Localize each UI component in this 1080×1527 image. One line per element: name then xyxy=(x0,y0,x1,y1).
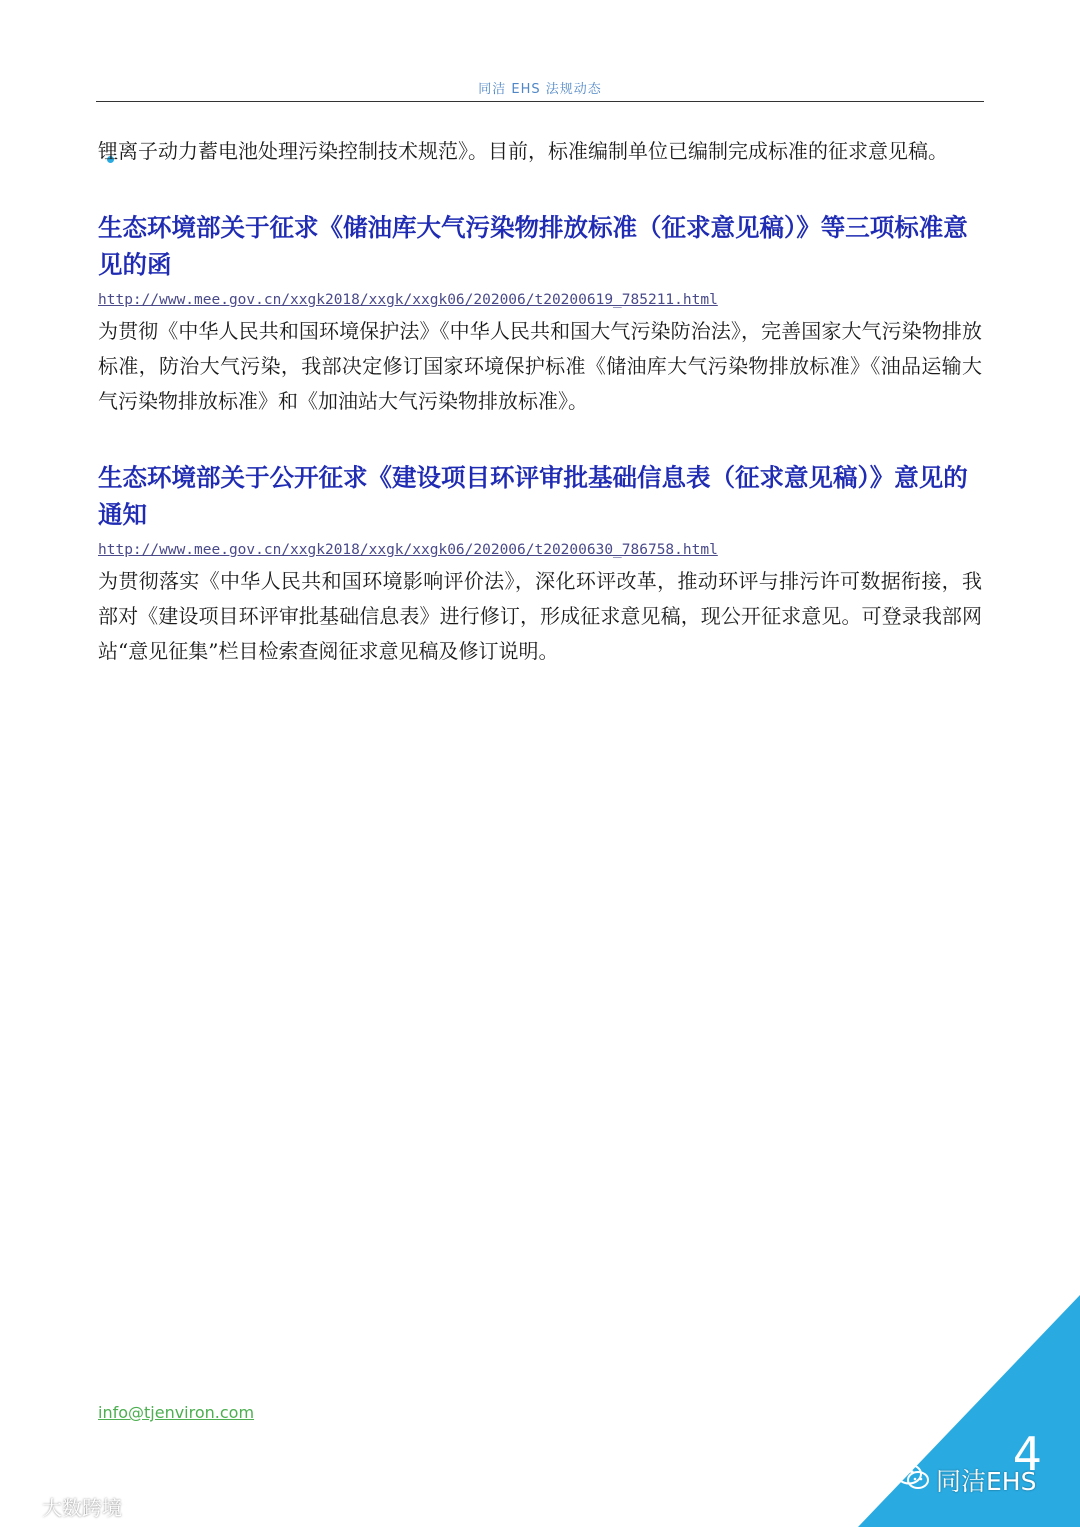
section-link[interactable]: http://www.mee.gov.cn/xxgk2018/xxgk/xxgk06/202006/t20200630_786758.html xyxy=(98,542,718,558)
intro-paragraph: 锂离子动力蓄电池处理污染控制技术规范》。目前，标准编制单位已编制完成标准的征求意见稿。 xyxy=(98,139,948,163)
wechat-watermark xyxy=(896,1462,1036,1498)
header-divider xyxy=(96,101,984,102)
wechat-icon xyxy=(896,1463,930,1497)
weibo-watermark xyxy=(6,1492,122,1521)
wechat-account-name: 同洁EHS xyxy=(936,1467,1037,1496)
section-body: 为贯彻落实《中华人民共和国环境影响评价法》，深化环评改革，推动环评与排污许可数据衔接，我部对《建设项目环评审批基础信息表》进行修订，形成征求意见稿，现公开征求意见。可登录我部网站“意见征集”栏目检索查阅征求意见稿及修订说明。 xyxy=(98,569,982,663)
section-link[interactable]: http://www.mee.gov.cn/xxgk2018/xxgk/xxgk06/202006/t20200619_785211.html xyxy=(98,292,718,308)
section-title[interactable]: 生态环境部关于征求《储油库大气污染物排放标准（征求意见稿）》等三项标准意见的函 xyxy=(98,213,968,279)
section-body: 为贯彻《中华人民共和国环境保护法》《中华人民共和国大气污染防治法》，完善国家大气污染物排放标准，防治大气污染，我部决定修订国家环境保护标准《储油库大气污染物排放标准》《油品运输大气污染物排放标准》和《加油站大气污染物排放标准》。 xyxy=(98,319,982,413)
weibo-account-name: 大数跨境 xyxy=(42,1496,122,1520)
page-header-title: 同洁 EHS 法规动态 xyxy=(478,82,602,97)
weibo-icon xyxy=(6,1492,36,1521)
main-content xyxy=(98,134,982,669)
page-number: 4 xyxy=(1012,1427,1042,1481)
footer-email-link[interactable]: info@tjenviron.com xyxy=(98,1403,255,1422)
section-oil-depot-standard xyxy=(98,209,982,419)
section-eia-info-table xyxy=(98,459,982,669)
section-title[interactable]: 生态环境部关于公开征求《建设项目环评审批基础信息表（征求意见稿）》意见的通知 xyxy=(98,463,968,529)
